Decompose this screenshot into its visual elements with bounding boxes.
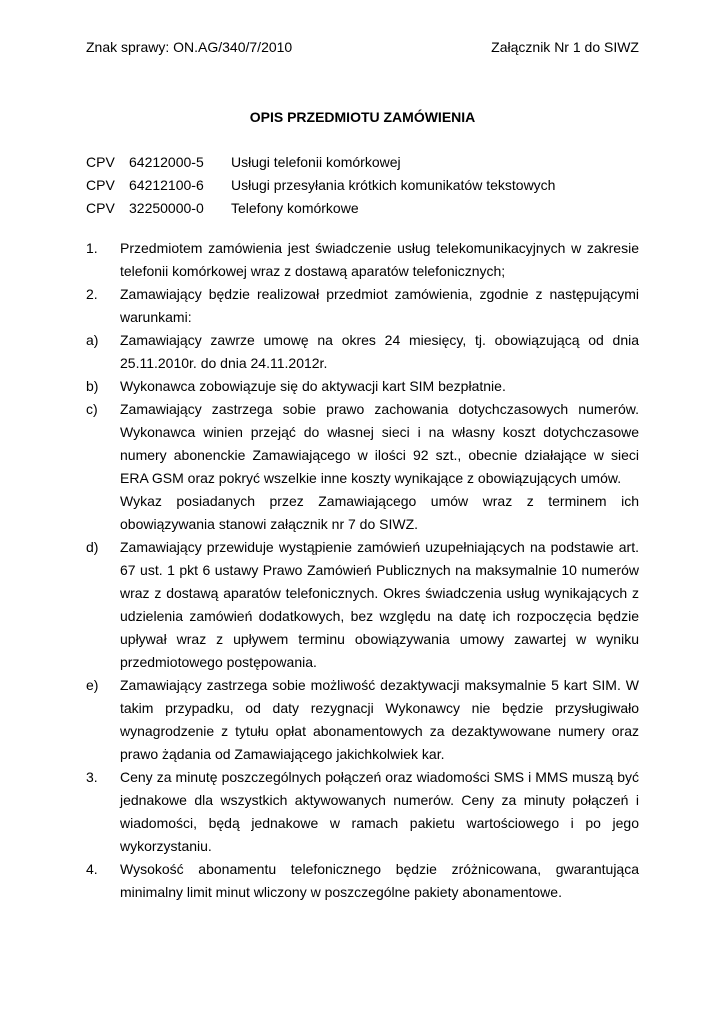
item-text bbox=[120, 674, 639, 766]
list-item bbox=[86, 536, 639, 674]
document-title: OPIS PRZEDMIOTU ZAMÓWIENIA bbox=[249, 109, 476, 125]
item-paragraph: Wysokość abonamentu telefonicznego będzie zróżnicowana, gwarantująca minimalny limit minut wliczony w poszczególne pakiety abonamentowe. bbox=[120, 861, 639, 900]
cpv-row bbox=[86, 198, 639, 221]
item-letter: b) bbox=[86, 378, 99, 394]
list-item bbox=[86, 674, 639, 766]
attachment-reference: Załącznik Nr 1 do SIWZ bbox=[491, 39, 639, 55]
list-item bbox=[86, 766, 639, 858]
cpv-description: Usługi telefonii komórkowej bbox=[231, 154, 401, 170]
item-text bbox=[120, 329, 639, 375]
item-number: 4. bbox=[86, 861, 98, 877]
cpv-description: Usługi przesyłania krótkich komunikatów tekstowych bbox=[231, 177, 556, 193]
item-text bbox=[120, 237, 639, 283]
item-text bbox=[120, 536, 639, 674]
item-letter: e) bbox=[86, 677, 99, 693]
item-text bbox=[120, 398, 639, 536]
item-letter: c) bbox=[86, 401, 98, 417]
list-item bbox=[86, 858, 639, 904]
item-paragraph: Zamawiający zawrze umowę na okres 24 miesięcy, tj. obowiązującą od dnia 25.11.2010r. do dnia 24.11.2012r. bbox=[120, 332, 639, 371]
cpv-label: CPV bbox=[86, 177, 115, 193]
item-paragraph: Przedmiotem zamówienia jest świadczenie usług telekomunikacyjnych w zakresie telefonii komórkowej wraz z dostawą aparatów telefonicznych; bbox=[120, 240, 639, 279]
item-text bbox=[120, 766, 639, 858]
cpv-label: CPV bbox=[86, 200, 115, 216]
item-text bbox=[120, 858, 639, 904]
cpv-code: 64212100-6 bbox=[129, 177, 204, 193]
item-text bbox=[120, 375, 639, 398]
cpv-label: CPV bbox=[86, 154, 115, 170]
cpv-code: 64212000-5 bbox=[129, 154, 204, 170]
case-reference: Znak sprawy: ON.AG/340/7/2010 bbox=[86, 39, 293, 55]
requirements-list bbox=[86, 237, 639, 904]
list-item bbox=[86, 283, 639, 329]
item-paragraph: Wykonawca zobowiązuje się do aktywacji kart SIM bezpłatnie. bbox=[120, 378, 506, 394]
cpv-description: Telefony komórkowe bbox=[231, 200, 359, 216]
cpv-row bbox=[86, 152, 639, 175]
list-item bbox=[86, 237, 639, 283]
item-paragraph: Zamawiający będzie realizował przedmiot zamówienia, zgodnie z następującymi warunkami: bbox=[120, 286, 639, 325]
item-letter: a) bbox=[86, 332, 99, 348]
list-item bbox=[86, 398, 639, 536]
item-paragraph: Wykaz posiadanych przez Zamawiającego umów wraz z terminem ich obowiązywania stanowi załącznik nr 7 do SIWZ. bbox=[120, 493, 639, 532]
list-item bbox=[86, 375, 639, 398]
list-item bbox=[86, 329, 639, 375]
page-header bbox=[86, 38, 639, 56]
item-paragraph: Zamawiający zastrzega sobie możliwość dezaktywacji maksymalnie 5 kart SIM. W takim przypadku, od daty rezygnacji Wykonawcy nie będzie przysługiwało wynagrodzenie z tytułu opłat abonamentowych za dezaktywowane numery oraz prawo żądania od Zamawiającego jakichkolwiek kar. bbox=[120, 677, 639, 762]
item-paragraph: Ceny za minutę poszczególnych połączeń oraz wiadomości SMS i MMS muszą być jednakowe dla wszystkich aktywowanych numerów. Ceny za minuty połączeń i wiadomości, będą jednakowe w ramach pakietu wartościowego i po jego wykorzystaniu. bbox=[120, 769, 639, 854]
item-text bbox=[120, 283, 639, 329]
item-number: 1. bbox=[86, 240, 98, 256]
cpv-code: 32250000-0 bbox=[129, 200, 204, 216]
item-number: 2. bbox=[86, 286, 98, 302]
item-paragraph: Zamawiający zastrzega sobie prawo zachowania dotychczasowych numerów. Wykonawca winien przejąć do własnej sieci i na własny koszt dotychczasowe numery abonenckie Zamawiającego w ilości 92 szt., obecnie działające w sieci ERA GSM oraz pokryć wszelkie inne koszty wynikające z obowiązujących umów. bbox=[120, 401, 639, 486]
item-paragraph: Zamawiający przewiduje wystąpienie zamówień uzupełniających na podstawie art. 67 ust. 1 pkt 6 ustawy Prawo Zamówień Publicznych na maksymalnie 10 numerów wraz z dostawą aparatów telefonicznych. Okres świadczenia usług wynikających z udzielenia zamówień dodatkowych, bez względu na datę ich rozpoczęcia będzie upływał wraz z upływem terminu obowiązywania umowy zawartej w wyniku przedmiotowego postępowania. bbox=[120, 539, 639, 670]
item-number: 3. bbox=[86, 769, 98, 785]
cpv-codes bbox=[86, 152, 639, 221]
cpv-row bbox=[86, 175, 639, 198]
item-letter: d) bbox=[86, 539, 99, 555]
